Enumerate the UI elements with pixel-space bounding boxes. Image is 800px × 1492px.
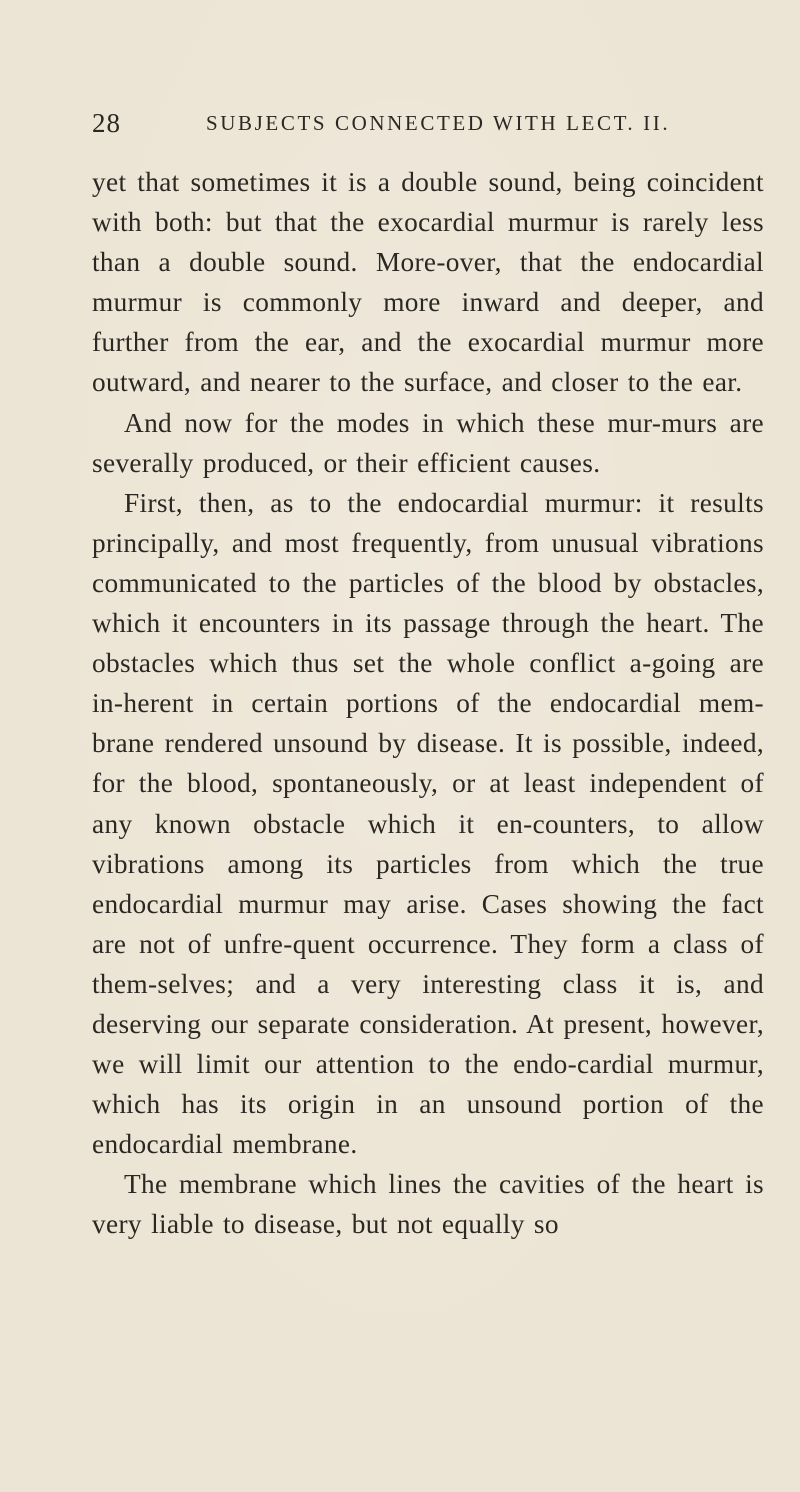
running-head: SUBJECTS CONNECTED WITH LECT. II.	[206, 111, 671, 135]
page-header	[92, 108, 764, 142]
paragraph: First, then, as to the endocardial murmur: it results principally, and most frequently, from unusual vibrations communicated to the particles of the blood by obstacles, which it encounters in its passage through the heart. The obstacles which thus set the whole conflict a-going are in-herent in certain portions of the endocardial mem-brane rendered unsound by disease. It is possible, indeed, for the blood, spontaneously, or at least independent of any known obstacle which it en-counters, to allow vibrations among its particles from which the true endocardial murmur may arise. Cases showing the fact are not of unfre-quent occurrence. They form a class of them-selves; and a very interesting class it is, and deserving our separate consideration. At present, however, we will limit our attention to the endo-cardial murmur, which has its origin in an unsound portion of the endocardial membrane.	[92, 487, 764, 1160]
paragraph: And now for the modes in which these mur-murs are severally produced, or their efficient causes.	[92, 407, 764, 478]
body-text	[92, 162, 764, 1245]
page-number: 28	[92, 108, 121, 138]
paragraph: yet that sometimes it is a double sound, being coincident with both: but that the exocardial murmur is rarely less than a double sound. More-over, that the endocardial murmur is commonly more inward and deeper, and further from the ear, and the exocardial murmur more outward, and nearer to the surface, and closer to the ear.	[92, 167, 764, 398]
paragraph: The membrane which lines the cavities of the heart is very liable to disease, but not equally so	[92, 1169, 764, 1240]
